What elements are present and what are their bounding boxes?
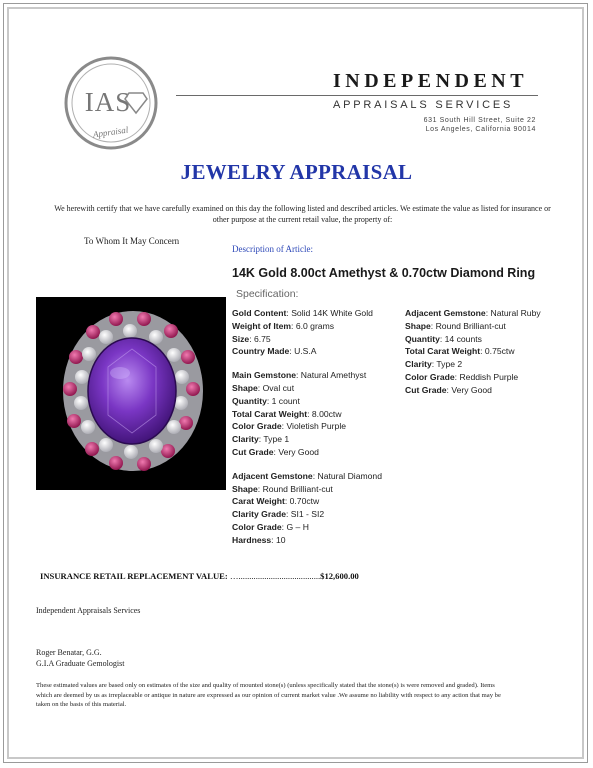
page-title: JEWELRY APPRAISAL (180, 160, 413, 184)
company-subtitle: APPRAISALS SERVICES (333, 99, 514, 111)
spec-row: Adjacent Gemstone: Natural Diamond (232, 470, 382, 481)
logo-subtext: Appraisal (92, 124, 129, 140)
spec-row: Hardness: 10 (232, 534, 286, 545)
header-divider (176, 95, 538, 96)
amethyst-stone (88, 338, 176, 444)
address-line-2: Los Angeles, California 90014 (425, 126, 536, 133)
diamond-spec-group (232, 470, 382, 547)
disclaimer: These estimated values are based only on estimates of the size and quality of mounted stone(s) (unless specifically stated that the stone(s) is were removed and graded). Items which are deemed by us as irreplaceable or antique in nature are expressed as our opinion of current market value .We assume no liability with respect to any action that may be taken on the basis of this material. (36, 682, 501, 709)
appraiser-name: Roger Benatar, G.G. (36, 648, 102, 657)
metal-spec-group (232, 307, 382, 358)
spec-row: Clarity: Type 1 (232, 434, 290, 445)
spec-row: Total Carat Weight: 8.00ctw (232, 408, 342, 419)
spec-row: Color Grade: Violetish Purple (232, 421, 347, 432)
spec-row: Shape: Oval cut (232, 382, 295, 393)
spec-row: Color Grade: G – H (232, 521, 309, 532)
appraiser-credential: G.I.A Graduate Gemologist (36, 659, 125, 668)
spec-row: Shape: Round Brilliant-cut (405, 320, 506, 331)
description-label: Description of Article: (232, 244, 313, 254)
replacement-value (40, 571, 359, 581)
address-line-1: 631 South Hill Street, Suite 22 (423, 117, 536, 124)
certification-text: We herewith certify that we have carefully examined on this day the following listed and described articles. We estimate the value as listed for insurance or other purpose at the current retail value, the property of: (54, 204, 551, 224)
spec-row: Quantity: 14 counts (405, 333, 482, 344)
spec-row: Carat Weight: 0.70ctw (232, 496, 320, 507)
spec-row: Size: 6.75 (232, 333, 271, 344)
ring-photo (36, 297, 226, 490)
spec-row: Country Made: U.S.A (232, 346, 317, 357)
ias-logo (63, 55, 159, 151)
spec-column-left (232, 307, 382, 547)
spec-row: Clarity: Type 2 (405, 359, 463, 370)
value-label: INSURANCE RETAIL REPLACEMENT VALUE: (40, 571, 228, 581)
spec-row: Shape: Round Brilliant-cut (232, 483, 333, 494)
company-name: INDEPENDENT (333, 70, 529, 92)
value-amount: $12,600.00 (320, 571, 359, 581)
spec-row: Color Grade: Reddish Purple (405, 371, 519, 382)
spec-row: Adjacent Gemstone: Natural Ruby (405, 308, 541, 318)
ruby-spec-group (405, 307, 541, 397)
signoff-company: Independent Appraisals Services (36, 606, 141, 615)
spec-row: Gold Content: Solid 14K White Gold (232, 308, 373, 318)
spec-row: Quantity: 1 count (232, 395, 300, 406)
spec-row: Cut Grade: Very Good (405, 384, 492, 395)
specification-label: Specification: (236, 288, 299, 300)
item-title: 14K Gold 8.00ct Amethyst & 0.70ctw Diamond Ring (232, 266, 536, 280)
spec-row: Total Carat Weight: 0.75ctw (405, 346, 515, 357)
logo-letters: IAS (84, 87, 132, 117)
main-gem-spec-group (232, 369, 382, 459)
recipient: To Whom It May Concern (84, 236, 180, 246)
spec-row: Cut Grade: Very Good (232, 446, 319, 457)
spec-row: Clarity Grade: SI1 - SI2 (232, 509, 325, 520)
spec-row: Main Gemstone: Natural Amethyst (232, 370, 367, 381)
spec-row: Weight of Item: 6.0 grams (232, 320, 335, 331)
spec-column-right (405, 307, 541, 397)
value-dots: …...................................... (229, 571, 321, 581)
